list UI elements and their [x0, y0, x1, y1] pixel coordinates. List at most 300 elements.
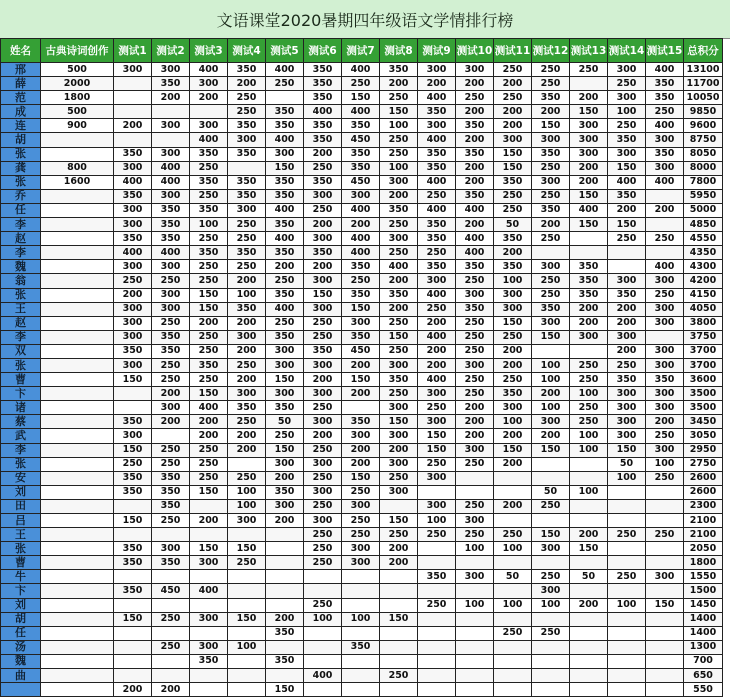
score-cell[interactable]: 350 — [646, 373, 684, 387]
score-cell[interactable] — [228, 161, 266, 175]
score-cell[interactable] — [41, 274, 114, 288]
score-cell[interactable]: 200 — [266, 514, 304, 528]
score-cell[interactable]: 150 — [380, 105, 418, 119]
student-name-cell[interactable]: 翁 — [1, 274, 41, 288]
student-name-cell[interactable]: 张 — [1, 175, 41, 189]
score-cell[interactable] — [608, 556, 646, 570]
score-cell[interactable]: 300 — [418, 63, 456, 77]
score-cell[interactable] — [418, 485, 456, 499]
score-cell[interactable]: 150 — [304, 288, 342, 302]
student-name-cell[interactable]: 曹 — [1, 556, 41, 570]
score-cell[interactable]: 200 — [380, 443, 418, 457]
score-cell[interactable]: 800 — [41, 161, 114, 175]
score-cell[interactable]: 400 — [190, 584, 228, 598]
score-cell[interactable]: 250 — [228, 471, 266, 485]
score-cell[interactable]: 150 — [380, 415, 418, 429]
total-score-cell[interactable]: 5950 — [684, 189, 723, 203]
score-cell[interactable] — [266, 669, 304, 683]
score-cell[interactable]: 250 — [190, 274, 228, 288]
score-cell[interactable]: 300 — [418, 415, 456, 429]
score-cell[interactable]: 250 — [304, 316, 342, 330]
score-cell[interactable] — [646, 626, 684, 640]
score-cell[interactable]: 200 — [304, 260, 342, 274]
score-cell[interactable] — [114, 401, 152, 415]
score-cell[interactable]: 100 — [608, 471, 646, 485]
score-cell[interactable]: 100 — [228, 499, 266, 513]
score-cell[interactable]: 200 — [570, 175, 608, 189]
score-cell[interactable]: 300 — [418, 471, 456, 485]
score-cell[interactable]: 250 — [380, 471, 418, 485]
score-cell[interactable] — [570, 654, 608, 668]
score-cell[interactable] — [41, 584, 114, 598]
score-cell[interactable]: 350 — [342, 330, 380, 344]
total-score-cell[interactable]: 1500 — [684, 584, 723, 598]
score-cell[interactable]: 350 — [114, 542, 152, 556]
score-cell[interactable] — [342, 683, 380, 697]
score-cell[interactable]: 500 — [41, 105, 114, 119]
score-cell[interactable] — [570, 457, 608, 471]
score-cell[interactable] — [342, 570, 380, 584]
score-cell[interactable]: 300 — [190, 77, 228, 91]
score-cell[interactable]: 200 — [228, 316, 266, 330]
score-cell[interactable]: 300 — [190, 612, 228, 626]
score-cell[interactable]: 100 — [228, 640, 266, 654]
score-cell[interactable]: 350 — [228, 63, 266, 77]
score-cell[interactable]: 350 — [266, 654, 304, 668]
score-cell[interactable] — [114, 570, 152, 584]
score-cell[interactable]: 400 — [190, 133, 228, 147]
score-cell[interactable] — [456, 640, 494, 654]
score-cell[interactable] — [304, 626, 342, 640]
score-cell[interactable]: 250 — [228, 218, 266, 232]
score-cell[interactable]: 100 — [494, 415, 532, 429]
score-cell[interactable] — [41, 640, 114, 654]
score-cell[interactable]: 250 — [570, 373, 608, 387]
score-cell[interactable]: 300 — [608, 387, 646, 401]
total-score-cell[interactable]: 9600 — [684, 119, 723, 133]
score-cell[interactable] — [190, 499, 228, 513]
score-cell[interactable] — [41, 443, 114, 457]
score-cell[interactable] — [380, 499, 418, 513]
score-cell[interactable]: 300 — [114, 316, 152, 330]
score-cell[interactable]: 150 — [608, 161, 646, 175]
score-cell[interactable]: 300 — [266, 344, 304, 358]
score-cell[interactable]: 150 — [190, 485, 228, 499]
score-cell[interactable] — [570, 471, 608, 485]
score-cell[interactable]: 200 — [456, 161, 494, 175]
score-cell[interactable]: 300 — [304, 387, 342, 401]
score-cell[interactable]: 300 — [190, 556, 228, 570]
score-cell[interactable] — [646, 640, 684, 654]
score-cell[interactable] — [228, 528, 266, 542]
score-cell[interactable]: 200 — [380, 542, 418, 556]
score-cell[interactable]: 250 — [608, 119, 646, 133]
score-cell[interactable]: 150 — [114, 514, 152, 528]
score-cell[interactable]: 250 — [304, 499, 342, 513]
score-cell[interactable]: 150 — [342, 471, 380, 485]
score-cell[interactable] — [418, 654, 456, 668]
score-cell[interactable]: 350 — [114, 485, 152, 499]
student-name-cell[interactable]: 任 — [1, 626, 41, 640]
score-cell[interactable] — [532, 457, 570, 471]
total-score-cell[interactable]: 4350 — [684, 246, 723, 260]
score-cell[interactable] — [41, 401, 114, 415]
score-cell[interactable] — [570, 499, 608, 513]
score-cell[interactable]: 250 — [190, 443, 228, 457]
score-cell[interactable] — [608, 260, 646, 274]
score-cell[interactable] — [152, 105, 190, 119]
score-cell[interactable]: 250 — [304, 203, 342, 217]
score-cell[interactable]: 250 — [646, 429, 684, 443]
score-cell[interactable]: 250 — [190, 330, 228, 344]
score-cell[interactable]: 350 — [304, 246, 342, 260]
score-cell[interactable]: 200 — [228, 443, 266, 457]
score-cell[interactable]: 250 — [380, 147, 418, 161]
score-cell[interactable]: 250 — [646, 232, 684, 246]
score-cell[interactable]: 200 — [418, 358, 456, 372]
score-cell[interactable]: 300 — [646, 344, 684, 358]
score-cell[interactable]: 300 — [304, 189, 342, 203]
student-name-cell[interactable]: 乔 — [1, 189, 41, 203]
score-cell[interactable] — [570, 77, 608, 91]
score-cell[interactable]: 200 — [228, 373, 266, 387]
score-cell[interactable]: 350 — [456, 302, 494, 316]
score-cell[interactable]: 300 — [380, 485, 418, 499]
score-cell[interactable] — [646, 542, 684, 556]
score-cell[interactable]: 250 — [456, 373, 494, 387]
score-cell[interactable]: 300 — [342, 429, 380, 443]
score-cell[interactable]: 400 — [266, 302, 304, 316]
score-cell[interactable]: 450 — [152, 584, 190, 598]
student-name-cell[interactable]: 张 — [1, 542, 41, 556]
score-cell[interactable]: 250 — [532, 63, 570, 77]
score-cell[interactable]: 350 — [228, 302, 266, 316]
score-cell[interactable]: 350 — [304, 119, 342, 133]
student-name-cell[interactable]: 张 — [1, 358, 41, 372]
total-score-cell[interactable]: 5000 — [684, 203, 723, 217]
student-name-cell[interactable]: 牛 — [1, 570, 41, 584]
score-cell[interactable]: 400 — [152, 175, 190, 189]
score-cell[interactable]: 350 — [266, 175, 304, 189]
score-cell[interactable]: 350 — [532, 203, 570, 217]
score-cell[interactable]: 250 — [190, 161, 228, 175]
column-header[interactable]: 测试2 — [152, 39, 190, 63]
score-cell[interactable]: 350 — [456, 147, 494, 161]
score-cell[interactable]: 200 — [342, 218, 380, 232]
score-cell[interactable]: 350 — [190, 147, 228, 161]
score-cell[interactable]: 400 — [646, 63, 684, 77]
score-cell[interactable]: 200 — [570, 91, 608, 105]
score-cell[interactable] — [41, 654, 114, 668]
score-cell[interactable]: 250 — [342, 274, 380, 288]
score-cell[interactable]: 450 — [342, 133, 380, 147]
score-cell[interactable]: 150 — [114, 373, 152, 387]
score-cell[interactable] — [608, 485, 646, 499]
score-cell[interactable] — [114, 91, 152, 105]
score-cell[interactable] — [228, 570, 266, 584]
score-cell[interactable]: 300 — [114, 161, 152, 175]
score-cell[interactable]: 250 — [380, 91, 418, 105]
score-cell[interactable] — [342, 598, 380, 612]
score-cell[interactable]: 250 — [380, 344, 418, 358]
score-cell[interactable]: 150 — [380, 612, 418, 626]
score-cell[interactable]: 250 — [190, 260, 228, 274]
score-cell[interactable] — [190, 528, 228, 542]
score-cell[interactable]: 250 — [646, 105, 684, 119]
score-cell[interactable] — [266, 91, 304, 105]
score-cell[interactable]: 300 — [152, 260, 190, 274]
score-cell[interactable]: 350 — [266, 218, 304, 232]
score-cell[interactable]: 200 — [532, 387, 570, 401]
score-cell[interactable] — [41, 570, 114, 584]
total-score-cell[interactable]: 1300 — [684, 640, 723, 654]
score-cell[interactable] — [41, 133, 114, 147]
score-cell[interactable]: 250 — [456, 528, 494, 542]
score-cell[interactable]: 200 — [266, 612, 304, 626]
score-cell[interactable]: 400 — [418, 203, 456, 217]
score-cell[interactable]: 250 — [228, 556, 266, 570]
score-cell[interactable]: 400 — [266, 133, 304, 147]
score-cell[interactable]: 300 — [418, 499, 456, 513]
score-cell[interactable]: 350 — [228, 147, 266, 161]
score-cell[interactable]: 100 — [532, 373, 570, 387]
score-cell[interactable]: 350 — [456, 119, 494, 133]
score-cell[interactable] — [41, 669, 114, 683]
score-cell[interactable]: 350 — [456, 189, 494, 203]
score-cell[interactable] — [570, 246, 608, 260]
total-score-cell[interactable]: 3700 — [684, 344, 723, 358]
score-cell[interactable]: 200 — [190, 429, 228, 443]
score-cell[interactable]: 300 — [646, 161, 684, 175]
score-cell[interactable]: 150 — [342, 373, 380, 387]
score-cell[interactable]: 250 — [266, 77, 304, 91]
total-score-cell[interactable]: 7800 — [684, 175, 723, 189]
score-cell[interactable]: 300 — [266, 457, 304, 471]
total-score-cell[interactable]: 13100 — [684, 63, 723, 77]
student-name-cell[interactable]: 刘 — [1, 485, 41, 499]
student-name-cell[interactable]: 李 — [1, 330, 41, 344]
score-cell[interactable]: 300 — [114, 358, 152, 372]
score-cell[interactable]: 200 — [456, 429, 494, 443]
student-name-cell[interactable]: 王 — [1, 528, 41, 542]
score-cell[interactable] — [532, 612, 570, 626]
total-score-cell[interactable]: 1800 — [684, 556, 723, 570]
score-cell[interactable]: 200 — [152, 683, 190, 697]
score-cell[interactable]: 350 — [266, 485, 304, 499]
score-cell[interactable]: 200 — [228, 274, 266, 288]
score-cell[interactable]: 150 — [494, 161, 532, 175]
score-cell[interactable]: 350 — [114, 471, 152, 485]
score-cell[interactable]: 250 — [304, 443, 342, 457]
score-cell[interactable]: 250 — [456, 316, 494, 330]
score-cell[interactable]: 200 — [114, 683, 152, 697]
score-cell[interactable] — [41, 485, 114, 499]
score-cell[interactable] — [646, 246, 684, 260]
score-cell[interactable] — [41, 189, 114, 203]
score-cell[interactable]: 300 — [304, 485, 342, 499]
score-cell[interactable]: 300 — [304, 274, 342, 288]
score-cell[interactable] — [456, 669, 494, 683]
score-cell[interactable]: 250 — [152, 316, 190, 330]
score-cell[interactable] — [532, 344, 570, 358]
score-cell[interactable] — [646, 499, 684, 513]
score-cell[interactable] — [570, 584, 608, 598]
score-cell[interactable]: 350 — [342, 288, 380, 302]
score-cell[interactable]: 250 — [532, 189, 570, 203]
score-cell[interactable]: 300 — [532, 316, 570, 330]
score-cell[interactable]: 100 — [532, 358, 570, 372]
score-cell[interactable]: 200 — [532, 218, 570, 232]
score-cell[interactable] — [266, 542, 304, 556]
score-cell[interactable] — [532, 683, 570, 697]
score-cell[interactable]: 150 — [266, 443, 304, 457]
score-cell[interactable]: 300 — [456, 443, 494, 457]
score-cell[interactable]: 400 — [418, 288, 456, 302]
student-name-cell[interactable]: 赵 — [1, 316, 41, 330]
score-cell[interactable]: 250 — [304, 161, 342, 175]
score-cell[interactable]: 250 — [456, 91, 494, 105]
score-cell[interactable]: 450 — [342, 175, 380, 189]
score-cell[interactable]: 200 — [114, 119, 152, 133]
score-cell[interactable]: 150 — [342, 302, 380, 316]
score-cell[interactable]: 300 — [114, 260, 152, 274]
score-cell[interactable]: 250 — [342, 485, 380, 499]
score-cell[interactable] — [342, 401, 380, 415]
score-cell[interactable] — [418, 669, 456, 683]
score-cell[interactable]: 400 — [266, 232, 304, 246]
total-score-cell[interactable]: 3800 — [684, 316, 723, 330]
score-cell[interactable]: 300 — [532, 260, 570, 274]
score-cell[interactable]: 400 — [570, 203, 608, 217]
score-cell[interactable]: 250 — [266, 429, 304, 443]
student-name-cell[interactable]: 卞 — [1, 387, 41, 401]
score-cell[interactable]: 300 — [646, 443, 684, 457]
score-cell[interactable]: 300 — [266, 358, 304, 372]
score-cell[interactable]: 350 — [114, 147, 152, 161]
score-cell[interactable]: 350 — [266, 288, 304, 302]
score-cell[interactable]: 350 — [304, 77, 342, 91]
score-cell[interactable]: 250 — [152, 640, 190, 654]
total-score-cell[interactable]: 3050 — [684, 429, 723, 443]
score-cell[interactable]: 250 — [114, 274, 152, 288]
score-cell[interactable]: 300 — [646, 387, 684, 401]
score-cell[interactable] — [380, 640, 418, 654]
score-cell[interactable]: 200 — [152, 387, 190, 401]
score-cell[interactable] — [41, 288, 114, 302]
score-cell[interactable] — [608, 640, 646, 654]
score-cell[interactable]: 400 — [266, 63, 304, 77]
score-cell[interactable]: 250 — [304, 401, 342, 415]
score-cell[interactable]: 100 — [456, 542, 494, 556]
score-cell[interactable]: 300 — [114, 63, 152, 77]
score-cell[interactable] — [456, 612, 494, 626]
score-cell[interactable]: 250 — [456, 387, 494, 401]
score-cell[interactable]: 250 — [532, 499, 570, 513]
score-cell[interactable]: 250 — [494, 528, 532, 542]
score-cell[interactable]: 300 — [494, 133, 532, 147]
score-cell[interactable]: 300 — [342, 499, 380, 513]
score-cell[interactable]: 250 — [380, 387, 418, 401]
score-cell[interactable]: 250 — [380, 669, 418, 683]
score-cell[interactable]: 300 — [342, 316, 380, 330]
score-cell[interactable]: 250 — [152, 443, 190, 457]
score-cell[interactable]: 200 — [570, 528, 608, 542]
score-cell[interactable]: 200 — [456, 105, 494, 119]
score-cell[interactable]: 250 — [646, 528, 684, 542]
score-cell[interactable]: 150 — [114, 612, 152, 626]
score-cell[interactable]: 150 — [608, 443, 646, 457]
score-cell[interactable]: 350 — [342, 147, 380, 161]
score-cell[interactable]: 250 — [418, 401, 456, 415]
score-cell[interactable] — [114, 640, 152, 654]
score-cell[interactable] — [114, 499, 152, 513]
student-name-cell[interactable]: 吕 — [1, 514, 41, 528]
total-score-cell[interactable]: 2300 — [684, 499, 723, 513]
score-cell[interactable]: 200 — [570, 316, 608, 330]
score-cell[interactable]: 350 — [532, 302, 570, 316]
score-cell[interactable] — [570, 612, 608, 626]
column-header[interactable]: 古典诗词创作 — [41, 39, 114, 63]
score-cell[interactable]: 350 — [342, 119, 380, 133]
score-cell[interactable]: 250 — [380, 316, 418, 330]
score-cell[interactable] — [608, 669, 646, 683]
score-cell[interactable] — [532, 640, 570, 654]
score-cell[interactable] — [608, 683, 646, 697]
score-cell[interactable]: 300 — [608, 147, 646, 161]
score-cell[interactable]: 200 — [494, 344, 532, 358]
score-cell[interactable]: 250 — [418, 246, 456, 260]
score-cell[interactable]: 350 — [456, 260, 494, 274]
score-cell[interactable]: 250 — [304, 471, 342, 485]
score-cell[interactable]: 400 — [418, 330, 456, 344]
score-cell[interactable] — [418, 542, 456, 556]
score-cell[interactable] — [418, 612, 456, 626]
student-name-cell[interactable]: 卞 — [1, 584, 41, 598]
score-cell[interactable]: 350 — [190, 654, 228, 668]
score-cell[interactable] — [114, 133, 152, 147]
score-cell[interactable]: 400 — [646, 119, 684, 133]
score-cell[interactable] — [304, 570, 342, 584]
score-cell[interactable]: 250 — [304, 528, 342, 542]
score-cell[interactable] — [532, 669, 570, 683]
score-cell[interactable]: 150 — [190, 542, 228, 556]
score-cell[interactable]: 350 — [228, 119, 266, 133]
score-cell[interactable]: 400 — [266, 203, 304, 217]
score-cell[interactable]: 250 — [190, 373, 228, 387]
score-cell[interactable]: 250 — [532, 77, 570, 91]
score-cell[interactable]: 250 — [228, 260, 266, 274]
score-cell[interactable]: 100 — [494, 274, 532, 288]
score-cell[interactable]: 250 — [646, 471, 684, 485]
column-header[interactable]: 总积分 — [684, 39, 723, 63]
score-cell[interactable]: 300 — [570, 147, 608, 161]
score-cell[interactable]: 300 — [570, 119, 608, 133]
score-cell[interactable]: 350 — [190, 246, 228, 260]
score-cell[interactable] — [456, 584, 494, 598]
score-cell[interactable] — [570, 640, 608, 654]
score-cell[interactable] — [304, 584, 342, 598]
score-cell[interactable]: 300 — [342, 189, 380, 203]
score-cell[interactable]: 350 — [304, 133, 342, 147]
score-cell[interactable] — [342, 584, 380, 598]
score-cell[interactable]: 200 — [190, 514, 228, 528]
student-name-cell[interactable]: 李 — [1, 246, 41, 260]
total-score-cell[interactable]: 8000 — [684, 161, 723, 175]
score-cell[interactable]: 200 — [418, 77, 456, 91]
score-cell[interactable]: 200 — [342, 443, 380, 457]
score-cell[interactable]: 300 — [190, 119, 228, 133]
score-cell[interactable] — [152, 528, 190, 542]
